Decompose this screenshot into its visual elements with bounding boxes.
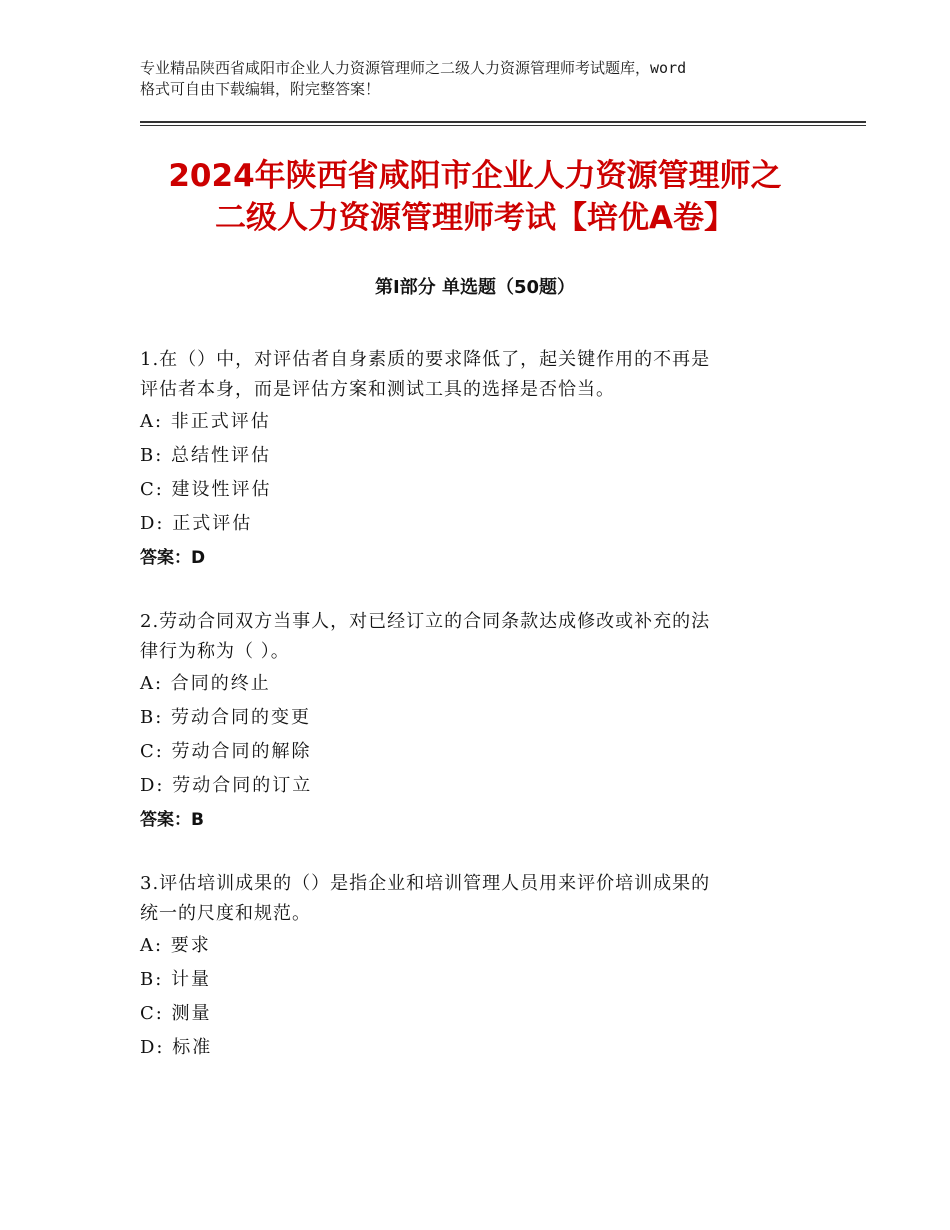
- header-rule-thin: [140, 125, 866, 126]
- option-b: B: 总结性评估: [140, 445, 272, 466]
- question-stem: [140, 869, 820, 929]
- option-d: D: 标准: [140, 1037, 213, 1058]
- question-stem: [140, 607, 820, 667]
- question-stem-line: 1.在（）中，对评估者自身素质的要求降低了，起关键作用的不再是: [140, 349, 711, 370]
- question-2: [140, 607, 820, 837]
- option-c: C: 建设性评估: [140, 479, 272, 500]
- header-note-line-1: 专业精品陕西省咸阳市企业人力资源管理师之二级人力资源管理师考试题库，word: [140, 59, 687, 77]
- option-a: A: 要求: [140, 935, 211, 956]
- question-stem-line: 评估者本身，而是评估方案和测试工具的选择是否恰当。: [140, 379, 615, 400]
- question-stem-line: 2.劳动合同双方当事人，对已经订立的合同条款达成修改或补充的法: [140, 611, 711, 632]
- title-line-2: 二级人力资源管理师考试【培优A卷】: [215, 200, 735, 236]
- section-heading: 第Ⅰ部分 单选题（50题）: [374, 277, 575, 298]
- question-stem-line: 统一的尺度和规范。: [140, 903, 311, 924]
- option-a: A: 合同的终止: [140, 673, 271, 694]
- option-c: C: 测量: [140, 1003, 212, 1024]
- question-1: [140, 345, 820, 575]
- answer: 答案：D: [140, 548, 206, 568]
- option-b: B: 劳动合同的变更: [140, 707, 312, 728]
- option-a: A: 非正式评估: [140, 411, 271, 432]
- question-stem: [140, 345, 820, 405]
- question-stem-line: 3.评估培训成果的（）是指企业和培训管理人员用来评价培训成果的: [140, 873, 711, 894]
- header-rule-thick: [140, 121, 866, 123]
- option-b: B: 计量: [140, 969, 212, 990]
- question-list: [140, 345, 820, 1097]
- question-3: [140, 869, 820, 1065]
- header-note: [140, 58, 830, 100]
- option-d: D: 劳动合同的订立: [140, 775, 313, 796]
- question-stem-line: 律行为称为（ ）。: [140, 641, 290, 662]
- answer: 答案：B: [140, 810, 204, 830]
- title-line-1: 2024年陕西省咸阳市企业人力资源管理师之: [168, 158, 782, 194]
- option-d: D: 正式评估: [140, 513, 253, 534]
- document-title: [100, 155, 850, 239]
- header-note-line-2: 格式可自由下载编辑，附完整答案！: [140, 80, 381, 98]
- option-c: C: 劳动合同的解除: [140, 741, 312, 762]
